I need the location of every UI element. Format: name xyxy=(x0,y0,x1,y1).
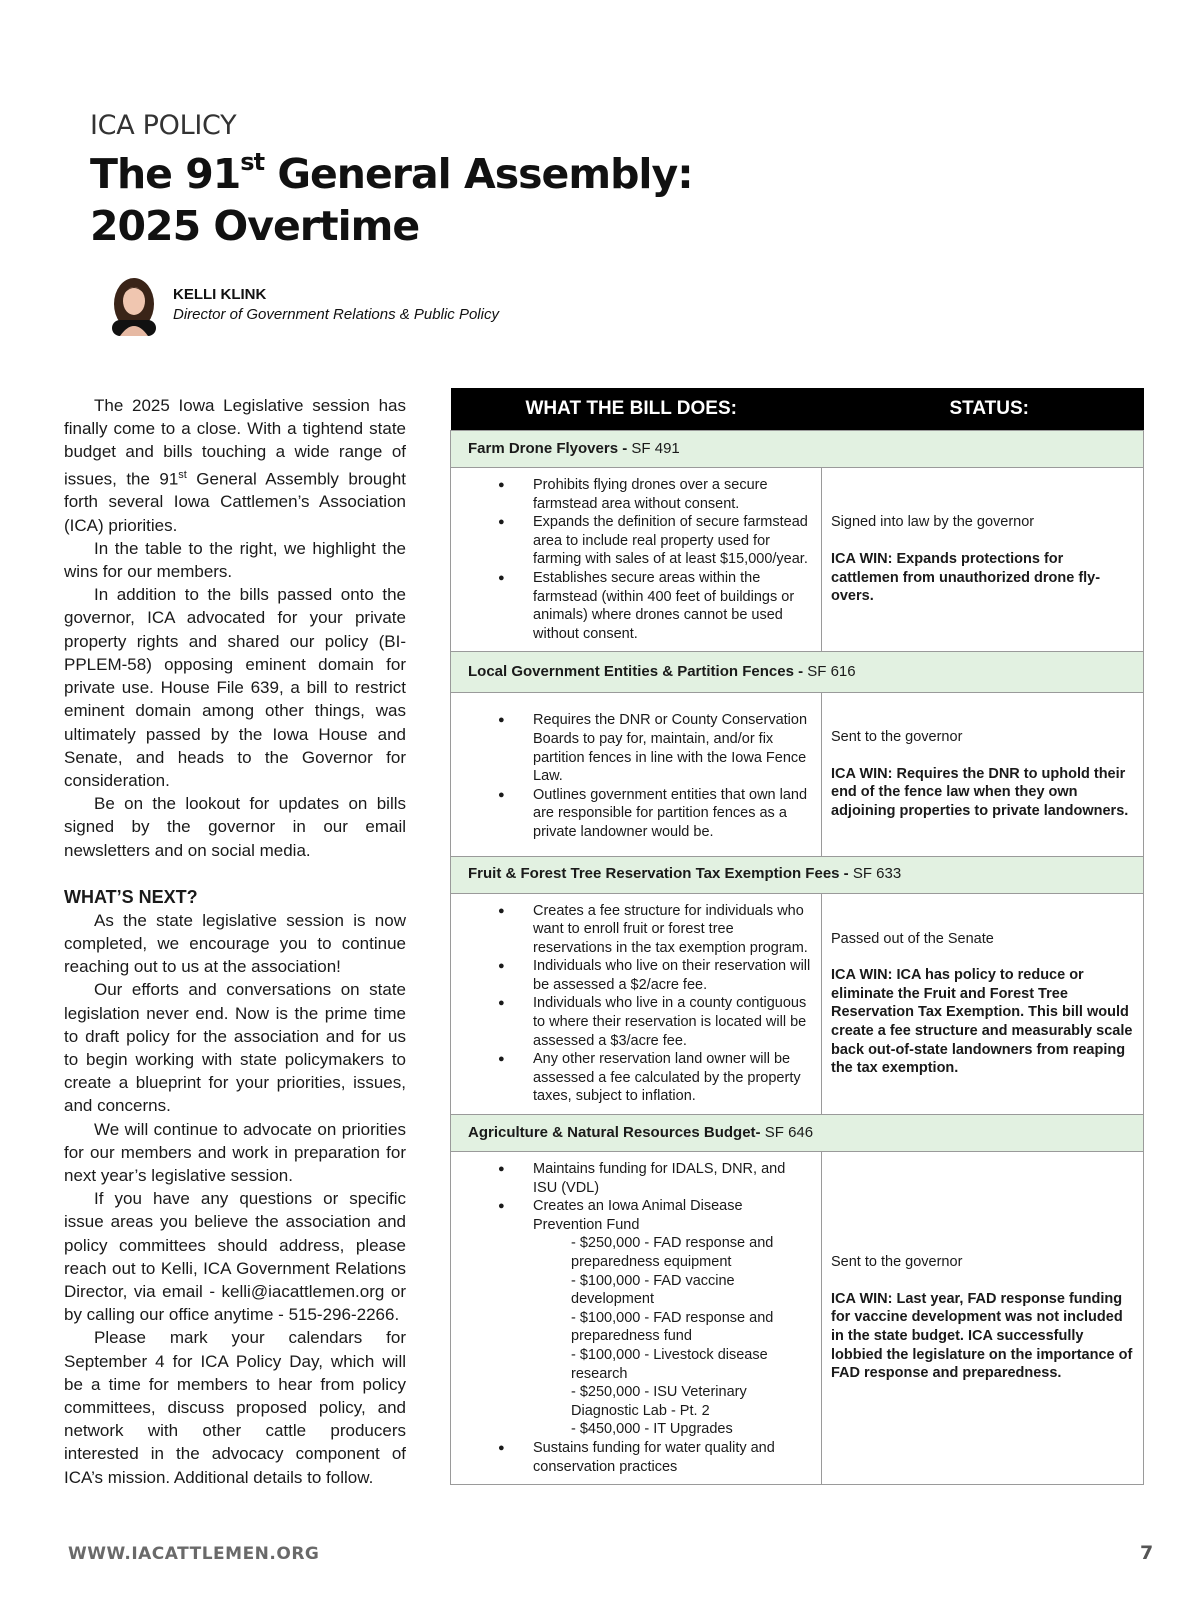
article-paragraph: We will continue to advocate on priorities for our members and work in preparation for next year’s legislative session. xyxy=(64,1119,406,1185)
article-paragraph: Please mark your calendars for September 4 for ICA Policy Day, which will be a time for members to hear from policy committees, discuss proposed policy, and network with other cattle producers interested in the advocacy component of ICA’s mission. Additional details to follow. xyxy=(64,1328,406,1487)
bill-item: ● Expands the definition of secure farmstead area to include real property used for farming with sales of at least $15,000/year. xyxy=(451,513,813,569)
header-status: STATUS: xyxy=(822,388,1144,431)
status-text: Sent to the governor xyxy=(831,1254,963,1271)
article-paragraph: In addition to the bills passed onto the governor, ICA advocated for your private property rights and shared our policy (BI-PPLEM-58) opposing eminent domain for private use. House File 639, a bill to restrict eminent domain among other things, was ultimately passed by the Iowa House and Senate, and heads to the Governor for consideration. xyxy=(64,585,406,790)
bill-item: ● Maintains funding for IDALS, DNR, and ISU (VDL) xyxy=(451,1160,813,1197)
page-title: The 91st General Assembly: 2025 Overtime xyxy=(90,148,693,250)
bill-status xyxy=(822,1152,1144,1485)
bill-item: ● Sustains funding for water quality and conservation practices xyxy=(451,1439,813,1476)
bill-title-row xyxy=(451,431,1144,468)
bill-item: ● Establishes secure areas within the farmstead (within 400 feet of buildings or animals) where drones cannot be used without consent. xyxy=(451,569,813,643)
section-label: ICA POLICY xyxy=(90,110,237,141)
bill-detail-row xyxy=(451,468,1144,652)
bill-title-row xyxy=(451,652,1144,693)
bill-title: Agriculture & Natural Resources Budget- SF 646 xyxy=(451,1115,1144,1152)
ica-win-text: ICA WIN: Last year, FAD response funding for vaccine development was not included in the state budget. ICA successfully lobbied the legislature on the importance of FAD response and preparedness. xyxy=(831,1290,1133,1382)
bill-item: ● Requires the DNR or County Conservation Boards to pay for, maintain, and/or fix partition fences in line with the Iowa Fence Law. xyxy=(451,711,813,785)
funding-subitem: - $250,000 - FAD response and preparedness equipment xyxy=(571,1235,774,1270)
bill-item: ● Creates a fee structure for individuals who want to enroll fruit or forest tree reservations in the tax exemption program. xyxy=(451,902,813,958)
bill-title-row xyxy=(451,1115,1144,1152)
article-paragraph: In the table to the right, we highlight the wins for our members. xyxy=(64,538,406,582)
status-text: Signed into law by the governor xyxy=(831,514,1035,531)
bill-item: ● Creates an Iowa Animal Disease Prevention Fund - $250,000 - FAD response and preparedness equipment - $100,000 - FAD vaccine development - $100,000 - FAD response and preparedness fund - $100,000 - Livestock disease research - $250,000 - ISU Veterinary Diagnostic Lab - Pt. 2 - $450,000 - IT Upgrades xyxy=(451,1197,813,1439)
article-paragraph: Be on the lookout for updates on bills signed by the governor in our email newsletters and on social media. xyxy=(64,794,406,860)
funding-subitem: - $100,000 - FAD vaccine development xyxy=(571,1272,735,1308)
bill-item: ● Individuals who live on their reservation will be assessed a $2/acre fee. xyxy=(451,957,813,994)
bill-description xyxy=(451,893,822,1115)
author-photo xyxy=(108,274,160,336)
bill-table xyxy=(450,388,1144,1485)
bill-detail-row xyxy=(451,1152,1144,1485)
bill-description xyxy=(451,693,822,856)
bill-detail-row xyxy=(451,893,1144,1115)
section-heading: WHAT’S NEXT? xyxy=(64,886,198,907)
page-number: 7 xyxy=(1140,1542,1154,1564)
status-text: Passed out of the Senate xyxy=(831,930,994,947)
article-body xyxy=(64,394,406,1489)
funding-subitem: - $450,000 - IT Upgrades xyxy=(571,1421,733,1438)
bill-detail-row xyxy=(451,693,1144,856)
bill-title: Local Government Entities & Partition Fences - SF 616 xyxy=(451,652,1144,693)
header-what-bill-does: WHAT THE BILL DOES: xyxy=(451,388,822,431)
bill-title-row xyxy=(451,856,1144,893)
author-role: Director of Government Relations & Public Policy xyxy=(173,306,499,323)
bill-description xyxy=(451,468,822,652)
bill-status xyxy=(822,693,1144,856)
bill-description xyxy=(451,1152,822,1485)
status-text: Sent to the governor xyxy=(831,729,963,746)
article-paragraph: As the state legislative session is now completed, we encourage you to continue reaching out to us at the association! xyxy=(64,910,406,977)
ica-win-text: ICA WIN: Expands protections for cattlemen from unauthorized drone fly-overs. xyxy=(831,551,1101,605)
bill-status xyxy=(822,468,1144,652)
bill-title: Fruit & Forest Tree Reservation Tax Exemption Fees - SF 633 xyxy=(451,856,1144,893)
article-paragraph: Our efforts and conversations on state legislation never end. Now is the prime time to draft policy for the association and for us to begin working with state policymakers to create a blueprint for your priorities, issues, and concerns. xyxy=(64,980,406,1116)
ica-win-text: ICA WIN: Requires the DNR to uphold their end of the fence law when they own adjoining properties to private landowners. xyxy=(831,765,1129,820)
bill-item: ● Any other reservation land owner will be assessed a fee calculated by the property taxes, subject to inflation. xyxy=(451,1050,813,1106)
funding-subitem: - $100,000 - FAD response and preparedness fund xyxy=(571,1309,774,1345)
table-header-row xyxy=(451,388,1144,431)
bill-item: ● Individuals who live in a county contiguous to where their reservation is located will be assessed a $3/acre fee. xyxy=(451,994,813,1050)
bill-status xyxy=(822,893,1144,1115)
bill-item: ● Outlines government entities that own land are responsible for partition fences as a private landowner would be. xyxy=(451,786,813,842)
funding-subitem: - $250,000 - ISU Veterinary Diagnostic Lab - Pt. 2 xyxy=(571,1384,747,1419)
article-paragraph: The 2025 Iowa Legislative session has finally come to a close. With a tightend state budget and bills touching a wide range of issues, the 91st General Assembly brought forth several Iowa Cattlemen’s Association (ICA) priorities. xyxy=(64,396,406,535)
footer-url: WWW.IACATTLEMEN.ORG xyxy=(68,1544,320,1564)
article-paragraph: If you have any questions or specific issue areas you believe the association and policy committees should address, please reach out to Kelli, ICA Government Relations Director, via email - kelli@iacattlemen.org or by calling our office anytime - 515-296-2266. xyxy=(64,1189,406,1325)
author-name: KELLI KLINK xyxy=(173,286,267,303)
funding-subitem: - $100,000 - Livestock disease research xyxy=(571,1346,768,1382)
bill-title: Farm Drone Flyovers - SF 491 xyxy=(451,431,1144,468)
ica-win-text: ICA WIN: ICA has policy to reduce or eliminate the Fruit and Forest Tree Reservation Tax Exemption. This bill would create a fee structure and measurably scale back out-of-state landowners from reaping the tax exemption. xyxy=(831,967,1133,1077)
bill-item: ● Prohibits flying drones over a secure farmstead area without consent. xyxy=(451,476,813,513)
